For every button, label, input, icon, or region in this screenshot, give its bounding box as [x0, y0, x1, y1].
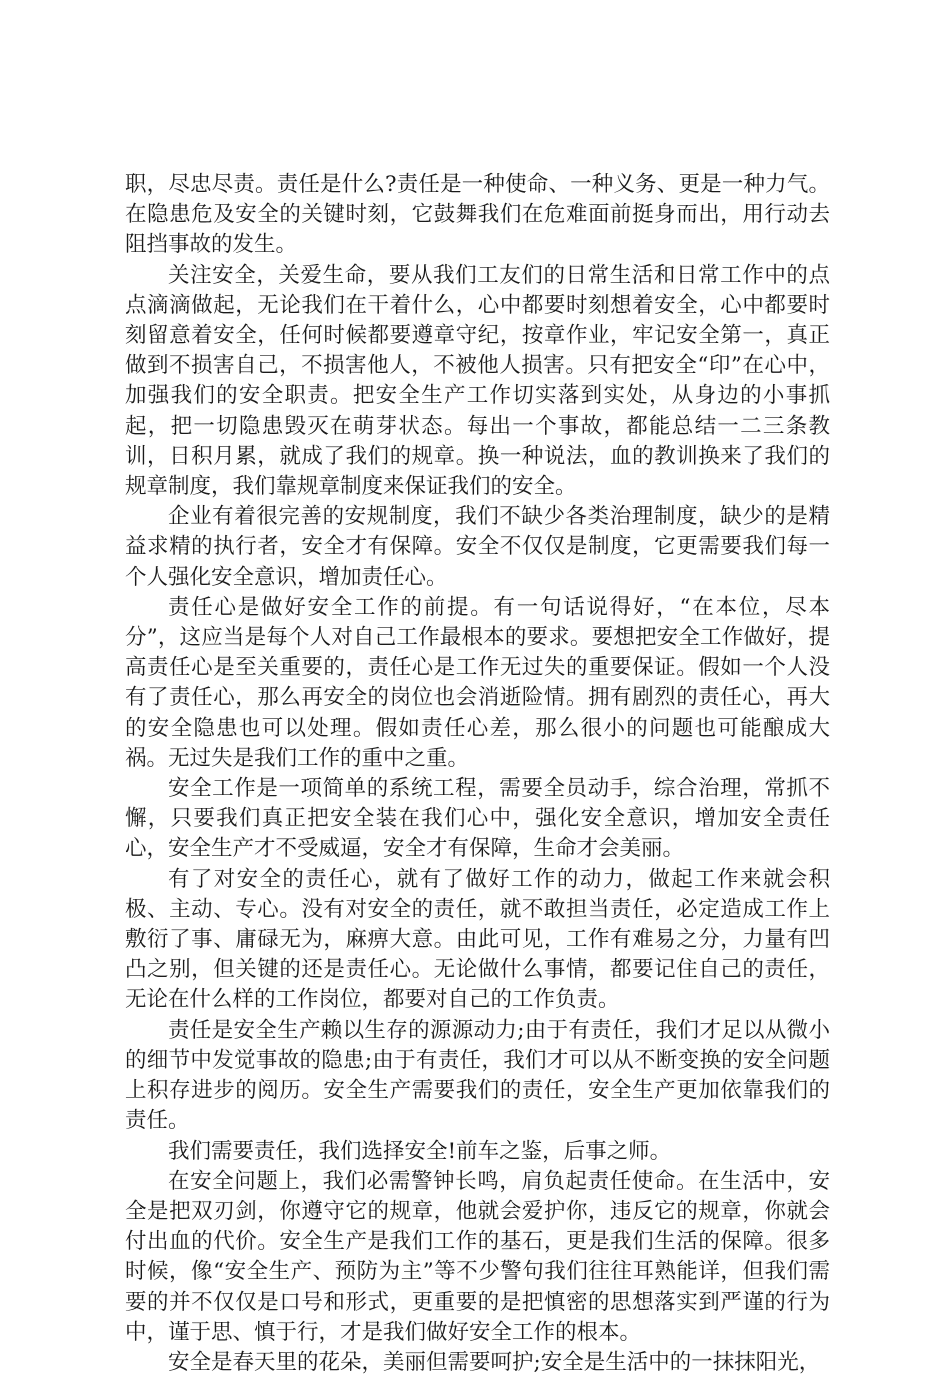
paragraph: 有了对安全的责任心，就有了做好工作的动力，做起工作来就会积极、主动、专心。没有对安全的责任，就不敢担当责任，必定造成工作上敷衍了事、庸碌无为，麻痹大意。由此可见，工作有难易之分，力量有凹凸之别，但关键的还是责任心。无论做什么事情，都要记住自己的责任，无论在什么样的工作岗位，都要对自己的工作负责。 [125, 866, 830, 1013]
paragraph: 责任是安全生产赖以生存的源源动力;由于有责任，我们才足以从微小的细节中发觉事故的隐患;由于有责任，我们才可以从不断变换的安全问题上积存进步的阅历。安全生产需要我们的责任，安全生产更加依靠我们的责任。 [125, 1017, 830, 1134]
paragraph: 安全工作是一项简单的系统工程，需要全员动手，综合治理，常抓不懈，只要我们真正把安全装在我们心中，强化安全意识，增加安全责任心，安全生产才不受威逼，安全才有保障，生命才会美丽。 [125, 776, 830, 862]
paragraph-continued: 职，尽忠尽责。责任是什么?责任是一种使命、一种义务、更是一种力气。在隐患危及安全的关键时刻，它鼓舞我们在危难面前挺身而出，用行动去阻挡事故的发生。 [125, 172, 830, 258]
document-body [125, 170, 830, 1378]
paragraph: 在安全问题上，我们必需警钟长鸣，肩负起责任使命。在生活中，安全是把双刃剑，你遵守它的规章，他就会爱护你，违反它的规章，你就会付出血的代价。安全生产是我们工作的基石，更是我们生活的保障。很多时候，像“安全生产、预防为主”等不少警句我们往往耳熟能详，但我们需要的并不仅仅是口号和形式，更重要的是把慎密的思想落实到严谨的行为中，谨于思、慎于行，才是我们做好安全工作的根本。 [125, 1168, 830, 1345]
paragraph: 企业有着很完善的安规制度，我们不缺少各类治理制度，缺少的是精益求精的执行者，安全才有保障。安全不仅仅是制度，它更需要我们每一个人强化安全意识，增加责任心。 [125, 504, 830, 590]
paragraph: 安全是春天里的花朵，美丽但需要呵护;安全是生活中的一抹抹阳光， [168, 1349, 821, 1375]
paragraph: 关注安全，关爱生命，要从我们工友们的日常生活和日常工作中的点点滴滴做起，无论我们在干着什么，心中都要时刻想着安全，心中都要时刻留意着安全，任何时候都要遵章守纪，按章作业，牢记安全第一，真正做到不损害自己，不损害他人，不被他人损害。只有把安全“印”在心中，加强我们的安全职责。把安全生产工作切实落到实处，从身边的小事抓起，把一切隐患毁灭在萌芽状态。每出一个事故，都能总结一二三条教训，日积月累，就成了我们的规章。换一种说法，血的教训换来了我们的规章制度，我们靠规章制度来保证我们的安全。 [125, 262, 830, 500]
paragraph: 我们需要责任，我们选择安全!前车之鉴，后事之师。 [168, 1138, 672, 1164]
paragraph: 责任心是做好安全工作的前提。有一句话说得好，“在本位，尽本分”，这应当是每个人对自己工作最根本的要求。要想把安全工作做好，提高责任心是至关重要的，责任心是工作无过失的重要保证。假如一个人没有了责任心，那么再安全的岗位也会消逝险情。拥有剧烈的责任心，再大的安全隐患也可以处理。假如责任心差，那么很小的问题也可能酿成大祸。无过失是我们工作的重中之重。 [125, 594, 830, 771]
